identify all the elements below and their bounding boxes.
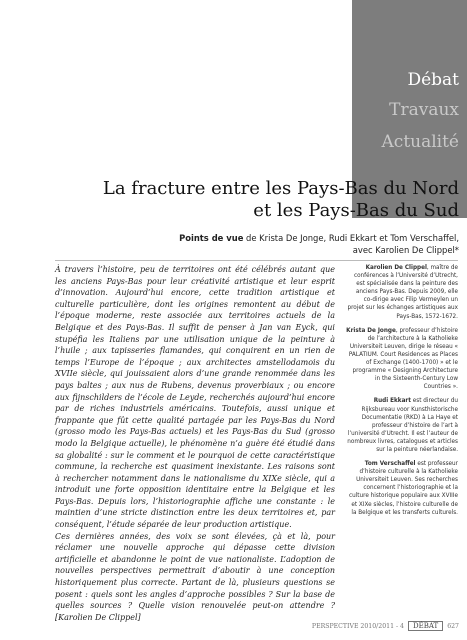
authors-line-2: avec Karolien De Clippel* xyxy=(352,245,459,255)
page-footer xyxy=(312,620,459,632)
contributor-4-name: Tom Verschaffel xyxy=(364,461,416,468)
journal-issue: PERSPECTIVE 2010/2011 - 4 xyxy=(311,622,404,630)
contributor-1 xyxy=(346,264,458,321)
contributor-1-bio: , maître de conférences à l’Université d’Utrecht, est spécialisée dans la peinture des anciens Pays-Bas. Depuis 2009, elle co-dirige avec Filip Vermeylen un projet sur les échanges artistiques aux Pays-Bas, 1572-1672. xyxy=(347,265,458,320)
header-divider xyxy=(55,260,458,261)
title-line-1: La fracture entre les Pays-Bas du Nord xyxy=(102,178,459,199)
authors-lead: Points de vue xyxy=(179,233,244,243)
rubric-label: DÉBAT xyxy=(408,621,443,631)
article-title xyxy=(103,178,459,222)
contributor-4-bio: est professeur d’histoire culturelle à la Katholieke Universiteit Leuven. Ses recherches concernent l’historiographie et la culture historique populaire aux XVIIIe et XIXe siècles, l’histoire culturelle de la Belgique et les transferts culturels. xyxy=(348,461,458,516)
body-paragraph-1: À travers l’histoire, peu de territoires ont été célébrés autant que les anciens Pays-Bas pour leur créativité artistique et leur esprit d’innovation. Aujourd’hui encore, cette tradition artistique et culturelle particulière, dont les origines remontent au début de l’époque moderne, reste associée aux territoires actuels de la Belgique et des Pays-Bas. Il suffit de penser à Jan van Eyck, qui stupéfia les Italiens par une utilisation unique de la peinture à l’huile ; aux tapisseries flamandes, qui conquirent en un rien de temps l’Europe de l’époque ; aux architectes amstellodamois du XVIIe siècle, qui jouissaient alors d’une grande renommée dans les pays baltes ; aux nus de Rubens, devenus proverbiaux ; ou encore aux fijnschilders de l’école de Leyde, recherchés aujourd’hui encore par de riches industriels américains. Toutefois, aussi unique et frappante que fût cette qualité partagée par les Pays-Bas du Nord (grosso modo les Pays-Bas actuels) et les Pays-Bas du Sud (grosso modo la Belgique actuelle), le phénomène n’a guère été étudié dans sa globalité : sur le comment et le pourquoi de cette caractéristique commune, la recherche est quasiment inexistante. Les raisons sont à rechercher notamment dans le nationalisme du XIXe siècle, qui a introduit une forte opposition identitaire entre la Belgique et les Pays-Bas. Depuis lors, l’historiographie affiche une constante : le maintien d’une stricte distinction entre les deux territoires et, par conséquent, l’étude séparée de leur production artistique. xyxy=(55,265,335,530)
contributor-1-name: Karolien De Clippel xyxy=(365,265,427,271)
article-authors xyxy=(159,232,459,256)
contributor-4 xyxy=(346,460,458,517)
contributor-2 xyxy=(346,327,458,392)
authors-line-1: de Krista De Jonge, Rudi Ekkart et Tom Verschaffel, xyxy=(243,233,459,243)
tab-actualite[interactable]: Actualité xyxy=(381,132,459,152)
article-body xyxy=(55,264,335,623)
body-paragraph-2: Ces dernières années, des voix se sont élevées, çà et là, pour réclamer une nouvelle approche qui dépasse cette division artificielle et abandonne le point de vue nationaliste. L’adoption de nouvelles perspectives permettrait d’aboutir à une conception historiquement plus correcte. Partant de là, plusieurs questions se posent : quels sont les angles d’approche possibles ? Sur la base de quelles sources ? Quelle vision renouvelée peut-on attendre ? [Karolien De Clippel] xyxy=(55,531,335,622)
contributor-3-bio: est directeur du Rijksbureau voor Kunsthistorische Documentatie (RKD) à La Haye et professeur d’histoire de l’art à l’université d’Utrecht. Il est l’auteur de nombreux livres, catalogues et articles sur la peinture néerlandaise. xyxy=(347,398,458,453)
contributor-3 xyxy=(346,397,458,454)
contributor-2-bio: , professeur d’histoire de l’architecture à la Katholieke Universiteit Leuven, dirige le réseau « PALATIUM. Court Residences as Places of Exchange (1400-1700) » et le programme « Designing Architecture in the Sixteenth-Century Low Countries ». xyxy=(348,327,458,391)
page-number: 627 xyxy=(447,622,459,630)
title-line-2: et les Pays-Bas du Sud xyxy=(253,200,459,221)
contributor-2-name: Krista De Jonge xyxy=(346,327,396,334)
contributor-3-name: Rudi Ekkart xyxy=(373,398,411,405)
tab-debat[interactable]: Débat xyxy=(407,70,459,90)
contributors-column xyxy=(346,264,458,523)
tab-travaux[interactable]: Travaux xyxy=(389,100,459,120)
